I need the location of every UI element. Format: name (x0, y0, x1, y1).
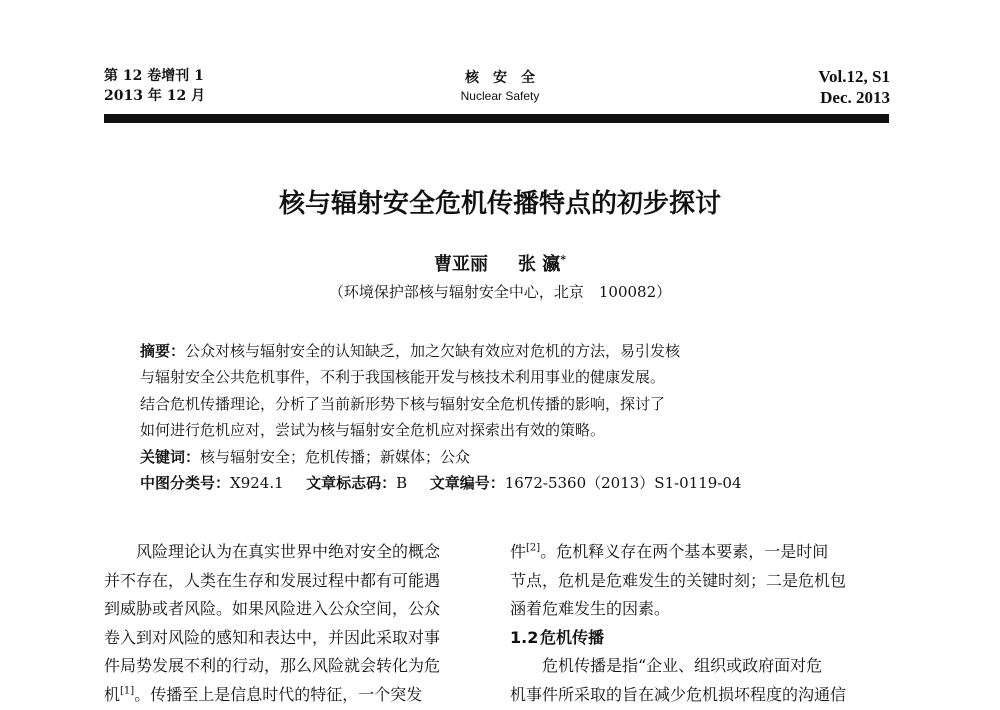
body-line: 危机传播是指“企业、组织或政府面对危 (542, 656, 823, 676)
header-rule (104, 114, 889, 123)
body-line: 涵着危难发生的因素。 (510, 599, 671, 619)
paper-title: 核与辐射安全危机传播特点的初步探讨 (278, 189, 721, 219)
abstract-line (140, 338, 855, 364)
abstract-line: 如何进行危机应对，尝试为核与辐射安全危机应对探索出有效的策略。 (140, 421, 606, 440)
keywords-text: 核与辐射安全；危机传播；新媒体；公众 (200, 447, 471, 466)
section-number: 1.2 (510, 627, 539, 647)
doc-code-label: 文章标志码： (306, 473, 397, 492)
body-text: 。危机释义存在两个基本要素，一是时间 (540, 542, 829, 561)
article-id-label: 文章编号： (429, 473, 505, 492)
body-line: 卷入到对风险的感知和表达中，并因此采取对事 (104, 627, 441, 647)
section-heading (510, 624, 888, 653)
clc-value: X924.1 (230, 473, 284, 492)
corresponding-author-mark: * (560, 253, 567, 266)
author-name: 张 瀛 (517, 254, 561, 275)
abstract-text: 公众对核与辐射安全的认知缺乏，加之欠缺有效应对危机的方法，易引发核 (185, 342, 681, 360)
volume-issue: 第 12 卷增刊 1 (104, 68, 204, 84)
journal-name-cn: 核安全 (465, 70, 549, 86)
body-line (510, 538, 888, 567)
body-line: 风险理论认为在真实世界中绝对安全的概念 (136, 542, 441, 561)
keywords-line (140, 444, 855, 470)
clc-label: 中图分类号： (140, 473, 231, 492)
section-title: 危机传播 (540, 627, 605, 647)
body-line: 机事件所采取的旨在减少危机损坏程度的沟通信 (510, 684, 847, 704)
volume-en: Vol.12, S1 (818, 67, 890, 86)
author-name: 曹亚丽 (433, 254, 488, 275)
running-header-volume (104, 66, 205, 106)
abstract-line: 与辐射安全公共危机事件，不利于我国核能开发与核技术利用事业的健康发展。 (140, 368, 666, 387)
date-en: Dec. 2013 (820, 88, 890, 107)
body-column-left (104, 538, 482, 710)
abstract-block (140, 338, 855, 496)
author-line (0, 247, 1000, 278)
body-line: 节点，危机是危难发生的关键时刻；二是危机包 (510, 570, 847, 590)
body-column-right (510, 538, 888, 710)
doc-code-value: B (396, 473, 408, 492)
abstract-line: 结合危机传播理论，分析了当前新形势下核与辐射安全危机传播的影响，探讨了 (140, 394, 666, 413)
journal-name-en: Nuclear Safety (460, 89, 540, 103)
body-text: 。传播至上是信息时代的特征，一个突发 (134, 684, 423, 704)
affiliation: （环境保护部核与辐射安全中心，北京 100082） (328, 283, 672, 301)
citation-ref: [1] (120, 685, 135, 697)
classification-line (140, 470, 855, 496)
body-line (104, 681, 482, 710)
body-text: 机 (104, 684, 121, 704)
body-text: 件 (510, 542, 527, 561)
keywords-label: 关键词： (140, 447, 201, 466)
citation-ref: [2] (526, 542, 541, 554)
journal-name-block (430, 68, 570, 104)
body-line: 并不存在，人类在生存和发展过程中都有可能遇 (104, 570, 441, 590)
article-id-value: 1672-5360（2013）S1-0119-04 (504, 473, 742, 492)
body-line: 件局势发展不利的行动，那么风险就会转化为危 (104, 656, 441, 676)
body-line: 到威胁或者风险。如果风险进入公众空间，公众 (104, 599, 441, 619)
abstract-label: 摘要： (140, 342, 186, 360)
running-header-vol-en (818, 66, 890, 108)
publication-date: 2013 年 12 月 (104, 88, 206, 104)
